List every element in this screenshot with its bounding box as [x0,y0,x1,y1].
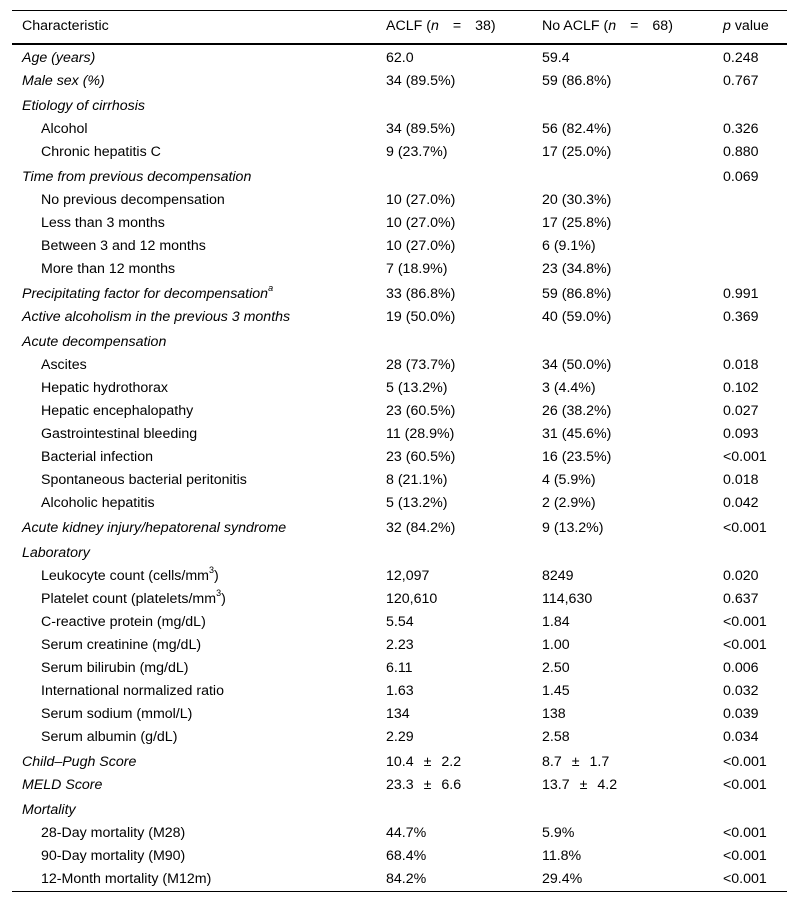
row-sodium [12,703,787,726]
row-label: No previous decompensation [41,191,225,208]
header-p-value [713,11,787,44]
row-label: Bacterial infection [41,448,153,465]
aclf-value: 23 (60.5%) [386,402,456,419]
no-aclf-value: 8249 [542,567,574,584]
row-label: Gastrointestinal bleeding [41,425,198,442]
no-aclf-value [532,774,713,797]
row-ascites [12,354,787,377]
row-label: Serum sodium (mmol/L) [41,705,193,722]
header-aclf-n: 38) [475,18,496,35]
sd: 1.7 [589,753,610,770]
row-label: Active alcoholism in the previous 3 months [22,308,291,325]
header-noaclf-prefix: No ACLF ( [542,18,609,35]
p-value: <0.001 [723,448,767,465]
sd: 6.6 [441,776,462,793]
row-m28 [12,822,787,845]
row-laboratory [12,540,787,565]
aclf-value: 11 (28.9%) [386,425,455,442]
row-more-12-months [12,258,787,281]
row-child-pugh [12,749,787,774]
row-alcohol [12,118,787,141]
row-bacterial-infection [12,446,787,469]
platelet-sup: 3 [216,587,222,598]
header-characteristic-text: Characteristic [22,18,109,35]
row-alcoholic-hepatitis [12,492,787,515]
no-aclf-value: 1.45 [542,682,570,699]
p-value: <0.001 [723,776,767,793]
section-label: Laboratory [22,544,90,561]
row-label: More than 12 months [41,260,176,277]
row-label: Alcohol [41,120,88,137]
mean: 10.4 [386,753,414,770]
p-value: <0.001 [723,753,767,770]
platelet-label-end: ) [221,590,226,607]
row-etiology [12,93,787,118]
row-label: Hepatic hydrothorax [41,379,168,396]
header-characteristic [12,11,376,44]
row-label: 12-Month mortality (M12m) [41,870,212,887]
sd: 2.2 [441,753,462,770]
row-label [12,565,376,588]
aclf-value [376,749,532,774]
sd: 4.2 [597,776,618,793]
no-aclf-value: 9 (13.2%) [542,519,604,536]
header-noaclf-n-var: n [608,18,617,35]
p-value: <0.001 [723,636,767,653]
no-aclf-value: 59 (86.8%) [542,285,612,302]
aclf-value: 2.23 [386,636,414,653]
row-label: Ascites [41,356,87,373]
no-aclf-value: 3 (4.4%) [542,379,596,396]
p-value: 0.027 [723,402,759,419]
no-aclf-value: 56 (82.4%) [542,120,612,137]
row-label [12,281,376,306]
header-noaclf-eq: = [630,18,639,35]
no-aclf-value: 5.9% [542,824,575,841]
row-label: Alcoholic hepatitis [41,494,155,511]
row-label: Spontaneous bacterial peritonitis [41,471,247,488]
p-value: 0.042 [723,494,759,511]
p-value: 0.248 [723,49,759,66]
aclf-value: 23 (60.5%) [386,448,456,465]
no-aclf-value: 16 (23.5%) [542,448,612,465]
header-aclf-eq: = [452,18,462,35]
mean: 8.7 [542,753,562,770]
row-sbp [12,469,787,492]
aclf-value: 9 (23.7%) [386,143,448,160]
aclf-value: 5.54 [386,613,414,630]
aclf-value: 7 (18.9%) [386,260,448,277]
plus-minus: ± [423,776,432,793]
row-inr [12,680,787,703]
aclf-value: 8 (21.1%) [386,471,448,488]
p-value: 0.006 [723,659,759,676]
row-label: 28-Day mortality (M28) [41,824,186,841]
row-label: Male sex (%) [22,72,105,89]
no-aclf-value: 59 (86.8%) [542,72,612,89]
header-noaclf-n: 68) [652,18,673,35]
row-aki [12,515,787,540]
no-aclf-value: 138 [542,705,566,722]
no-aclf-value: 59.4 [542,49,570,66]
aclf-value: 62.0 [386,49,414,66]
no-aclf-value: 2 (2.9%) [542,494,596,511]
row-time-previous [12,164,787,189]
header-aclf-n-var: n [430,18,439,35]
aclf-value: 12,097 [386,567,430,584]
leuko-label-end: ) [213,567,219,584]
p-value: 0.018 [723,471,759,488]
aclf-value: 10 (27.0%) [386,237,456,254]
p-value: 0.069 [723,168,759,185]
p-value: 0.102 [723,379,759,396]
section-label: Mortality [22,801,76,818]
p-value: 0.637 [723,590,759,607]
no-aclf-value: 2.58 [542,728,570,745]
no-aclf-value: 31 (45.6%) [542,425,612,442]
header-row [12,11,787,44]
row-label: International normalized ratio [41,682,224,699]
row-label: Age (years) [22,49,96,66]
no-aclf-value: 11.8% [542,847,582,864]
row-label: Serum albumin (g/dL) [41,728,178,745]
aclf-value: 1.63 [386,682,414,699]
no-aclf-value: 29.4% [542,870,583,887]
row-age [12,44,787,70]
section-label: Acute decompensation [22,333,167,350]
aclf-value: 19 (50.0%) [386,308,456,325]
p-value: <0.001 [723,519,767,536]
p-value: <0.001 [723,613,767,630]
row-gi-bleeding [12,423,787,446]
leuko-label: Leukocyte count (cells/mm [41,567,209,584]
no-aclf-value: 17 (25.0%) [542,143,612,160]
aclf-value: 68.4% [386,847,427,864]
mean: 23.3 [386,776,414,793]
precip-label: Precipitating factor for decompensation [22,285,269,302]
aclf-value: 2.29 [386,728,414,745]
row-m90 [12,845,787,868]
row-label: Chronic hepatitis C [41,143,161,160]
no-aclf-value: 20 (30.3%) [542,191,612,208]
row-creatinine [12,634,787,657]
no-aclf-value: 1.84 [542,613,570,630]
row-label: Between 3 and 12 months [41,237,206,254]
header-aclf [376,11,532,44]
aclf-value: 5 (13.2%) [386,494,448,511]
aclf-value: 134 [386,705,410,722]
row-encephalopathy [12,400,787,423]
p-value: <0.001 [723,824,767,841]
row-hepatitis-c [12,141,787,164]
row-less-3-months [12,212,787,235]
row-label [12,588,376,611]
row-precipitating [12,281,787,306]
row-male-sex [12,70,787,93]
p-value: 0.034 [723,728,759,745]
p-value: 0.093 [723,425,759,442]
aclf-value: 5 (13.2%) [386,379,448,396]
row-label: Less than 3 months [41,214,165,231]
mean: 13.7 [542,776,570,793]
p-value: 0.018 [723,356,759,373]
aclf-value: 33 (86.8%) [386,285,456,302]
row-albumin [12,726,787,749]
row-bilirubin [12,657,787,680]
aclf-value: 10 (27.0%) [386,214,456,231]
plus-minus: ± [423,753,432,770]
row-label: Serum bilirubin (mg/dL) [41,659,189,676]
p-value: 0.039 [723,705,759,722]
row-label: Acute kidney injury/hepatorenal syndrome [22,519,287,536]
p-value: 0.326 [723,120,759,137]
aclf-value [376,774,532,797]
no-aclf-value: 114,630 [542,590,593,607]
row-label: 90-Day mortality (M90) [41,847,186,864]
header-p-suffix: value [730,18,769,35]
p-value: 0.020 [723,567,759,584]
row-leukocyte [12,565,787,588]
aclf-value: 34 (89.5%) [386,72,456,89]
row-no-previous [12,189,787,212]
row-label: Serum creatinine (mg/dL) [41,636,202,653]
aclf-value: 44.7% [386,824,427,841]
row-label: Hepatic encephalopathy [41,402,194,419]
aclf-value: 120,610 [386,590,438,607]
no-aclf-value: 23 (34.8%) [542,260,612,277]
p-value: 0.369 [723,308,759,325]
p-value: 0.032 [723,682,759,699]
aclf-value: 84.2% [386,870,427,887]
row-crp [12,611,787,634]
p-value: 0.767 [723,72,759,89]
header-p-var: p [723,18,731,35]
no-aclf-value: 2.50 [542,659,570,676]
no-aclf-value: 4 (5.9%) [542,471,596,488]
footnote-a: a [268,282,274,293]
aclf-value: 32 (84.2%) [386,519,456,536]
row-acute-decompensation [12,329,787,354]
row-hydrothorax [12,377,787,400]
row-3-12-months [12,235,787,258]
leuko-sup: 3 [208,564,214,575]
aclf-value: 34 (89.5%) [386,120,456,137]
no-aclf-value: 1.00 [542,636,570,653]
row-platelet [12,588,787,611]
platelet-label: Platelet count (platelets/mm [41,590,217,607]
header-no-aclf [532,11,713,44]
row-label: Child–Pugh Score [22,753,137,770]
aclf-value: 10 (27.0%) [386,191,456,208]
no-aclf-value: 17 (25.8%) [542,214,612,231]
p-value: <0.001 [723,870,767,887]
aclf-value: 6.11 [386,659,413,676]
p-value: 0.880 [723,143,759,160]
no-aclf-value: 26 (38.2%) [542,402,612,419]
row-meld [12,774,787,797]
plus-minus: ± [579,776,588,793]
no-aclf-value: 6 (9.1%) [542,237,596,254]
row-label: C-reactive protein (mg/dL) [41,613,206,630]
no-aclf-value [532,749,713,774]
row-label: MELD Score [22,776,103,793]
row-mortality [12,797,787,822]
aclf-value: 28 (73.7%) [386,356,456,373]
row-active-alcoholism [12,306,787,329]
plus-minus: ± [571,753,580,770]
header-aclf-prefix: ACLF ( [386,18,431,35]
p-value: 0.991 [723,285,759,302]
section-label: Time from previous decompensation [22,168,252,185]
no-aclf-value: 34 (50.0%) [542,356,612,373]
row-m12m [12,868,787,892]
characteristics-table [12,10,787,892]
no-aclf-value: 40 (59.0%) [542,308,612,325]
p-value: <0.001 [723,847,767,864]
section-label: Etiology of cirrhosis [22,97,146,114]
